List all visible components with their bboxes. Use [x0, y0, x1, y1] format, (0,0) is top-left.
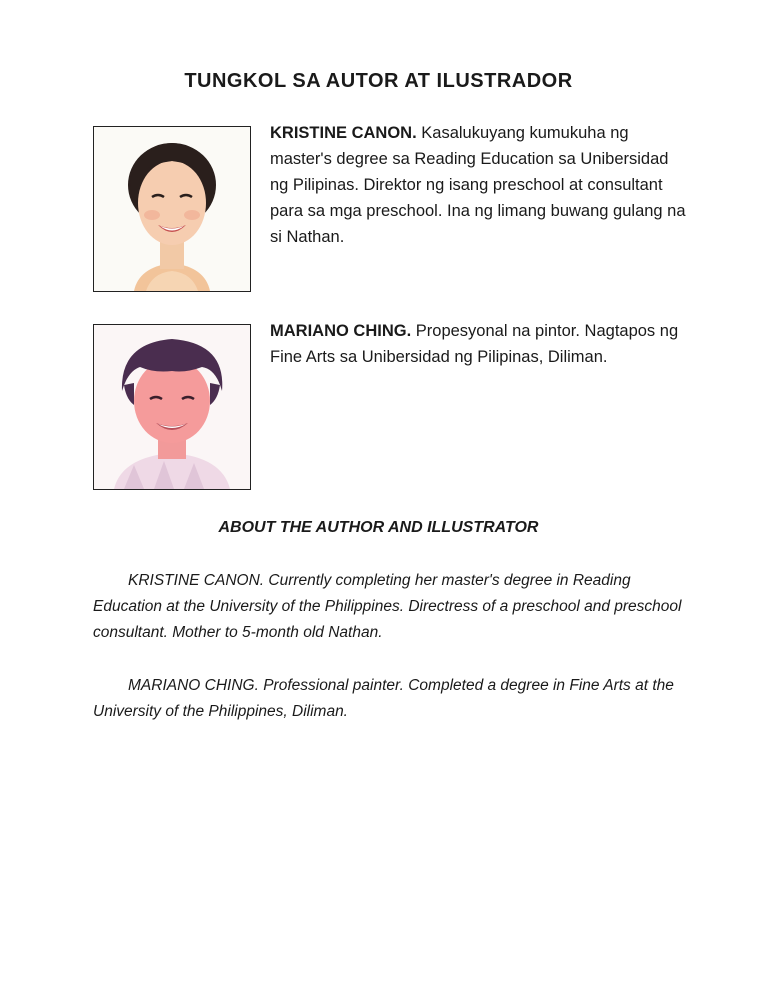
illustrator-name: MARIANO CHING.: [270, 322, 412, 340]
illustrator-bio: [270, 318, 690, 370]
english-illustrator-paragraph: MARIANO CHING. Professional painter. Completed a degree in Fine Arts at the University of the Philippines, Diliman.: [93, 677, 674, 720]
author-name: KRISTINE CANON.: [270, 124, 417, 142]
page-title: TUNGKOL SA AUTOR AT ILUSTRADOR: [184, 70, 573, 92]
author-portrait-image: [94, 127, 250, 291]
english-author-paragraph: KRISTINE CANON. Currently completing her master's degree in Reading Education at the University of the Philippines. Directress of a preschool and preschool consultant. Mother to 5-month old Nathan.: [93, 572, 682, 641]
author-photo: [93, 126, 251, 292]
author-bio-text: Kasalukuyang kumukuha ng master's degree sa Reading Education sa Unibersidad ng Pilipinas. Direktor ng isang preschool at consultant para sa mga preschool. Ina ng limang buwang gulang na si Nathan.: [270, 124, 686, 246]
illustrator-portrait-image: [94, 325, 250, 489]
illustrator-photo: [93, 324, 251, 490]
english-heading: ABOUT THE AUTHOR AND ILLUSTRATOR: [218, 519, 539, 536]
illustrator-bio-text: Propesyonal na pintor. Nagtapos ng Fine Arts sa Unibersidad ng Pilipinas, Diliman.: [270, 322, 679, 366]
author-bio: [270, 120, 690, 250]
